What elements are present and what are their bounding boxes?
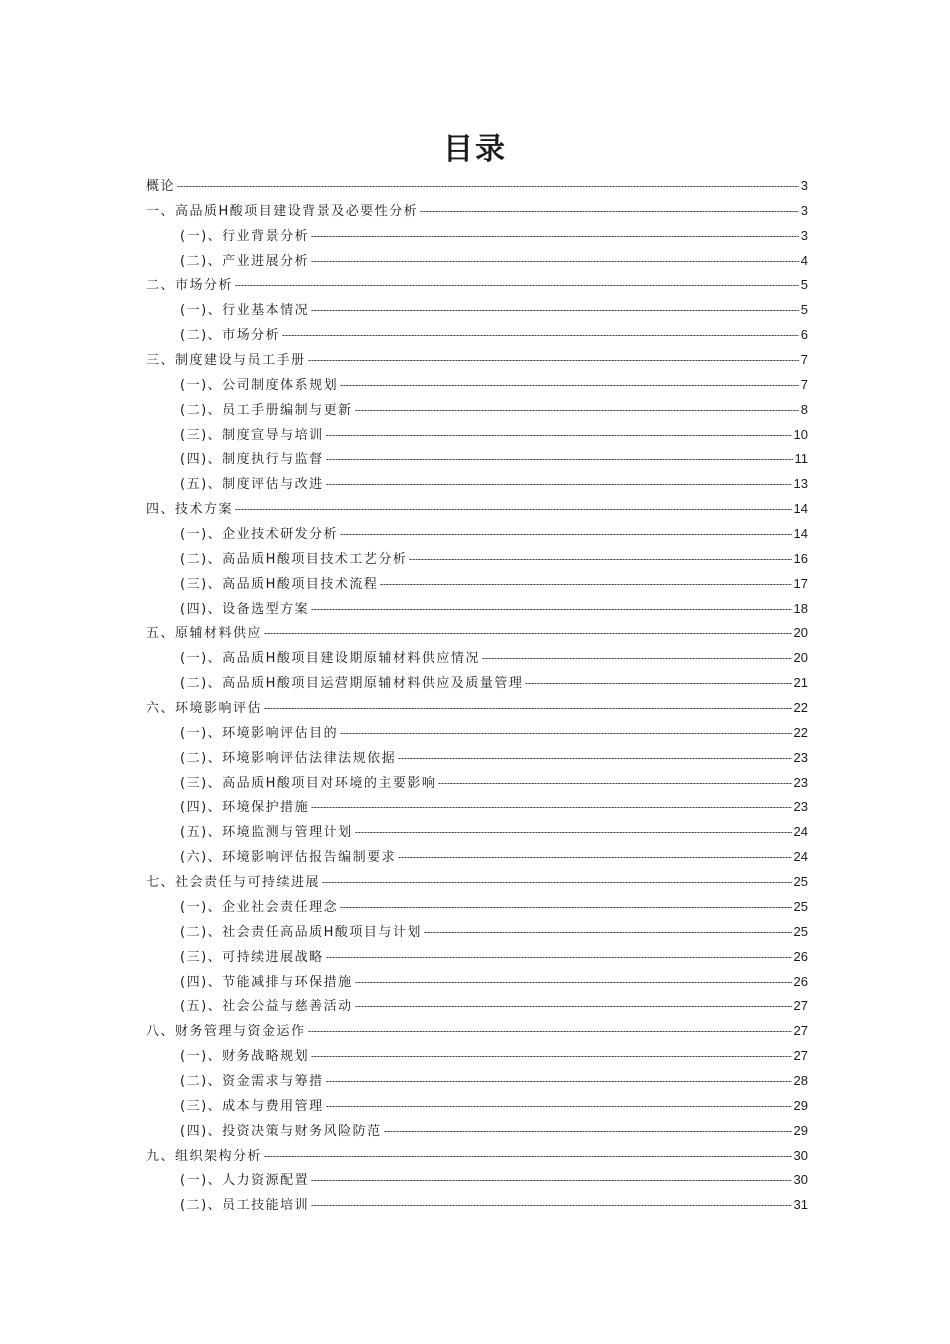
toc-entry[interactable]: [146, 820, 808, 845]
toc-entry-label: (一)、企业技术研发分析: [180, 527, 339, 543]
toc-dot-leader: [326, 484, 792, 485]
toc-entry-label: (四)、节能减排与环保措施: [180, 974, 353, 990]
toc-dot-leader: [326, 1081, 792, 1082]
toc-entry-label: (四)、投资决策与财务风险防范: [180, 1123, 382, 1139]
toc-entry-label: 六、环境影响评估: [146, 701, 263, 717]
toc-entry-label: (二)、员工技能培训: [180, 1198, 310, 1214]
toc-entry-page-number: 4: [800, 252, 808, 268]
toc-entry-label: (四)、设备选型方案: [180, 601, 310, 617]
toc-entry-page-number: 5: [800, 302, 808, 318]
toc-entry-page-number: 21: [793, 675, 808, 691]
toc-entry-label: 五、原辅材料供应: [146, 626, 263, 642]
toc-entry[interactable]: [146, 174, 808, 199]
toc-entry-label: (三)、可持续进展战略: [180, 949, 324, 965]
toc-entry[interactable]: [146, 621, 808, 646]
toc-dot-leader: [322, 882, 792, 883]
toc-dot-leader: [340, 733, 791, 734]
toc-entry-page-number: 26: [793, 973, 808, 989]
toc-dot-leader: [420, 211, 798, 212]
toc-entry-label: (三)、高品质H酸项目技术流程: [180, 576, 379, 592]
toc-dot-leader: [308, 360, 799, 361]
toc-entry-label: 二、市场分析: [146, 278, 234, 294]
toc-entry[interactable]: [146, 646, 808, 671]
toc-entry-page-number: 22: [793, 724, 808, 740]
toc-dot-leader: [264, 1156, 792, 1157]
toc-entry-page-number: 22: [793, 700, 808, 716]
toc-entry[interactable]: [146, 1019, 808, 1044]
toc-entry-page-number: 31: [793, 1197, 808, 1213]
toc-title: 目录: [443, 132, 507, 167]
toc-dot-leader: [282, 335, 799, 336]
toc-entry[interactable]: [146, 895, 808, 920]
toc-entry[interactable]: [146, 398, 808, 423]
toc-entry-label: 三、制度建设与员工手册: [146, 353, 306, 369]
toc-dot-leader: [311, 236, 799, 237]
toc-dot-leader: [235, 509, 792, 510]
toc-entry-page-number: 11: [794, 451, 808, 467]
toc-entry[interactable]: [146, 597, 808, 622]
toc-entry[interactable]: [146, 497, 808, 522]
toc-entry-label: (三)、成本与费用管理: [180, 1098, 324, 1114]
toc-entry-page-number: 14: [793, 501, 808, 517]
toc-entry-page-number: 25: [793, 898, 808, 914]
toc-entry-label: (二)、资金需求与筹措: [180, 1073, 324, 1089]
toc-entry[interactable]: [146, 348, 808, 373]
toc-entry-page-number: 24: [793, 824, 808, 840]
toc-dot-leader: [355, 982, 792, 983]
toc-entry[interactable]: [146, 1193, 808, 1218]
toc-entry-label: 七、社会责任与可持续进展: [146, 875, 321, 891]
toc-entry[interactable]: [146, 298, 808, 323]
toc-entry-page-number: 13: [793, 476, 808, 492]
toc-entry[interactable]: [146, 249, 808, 274]
toc-entry-page-number: 25: [793, 923, 808, 939]
toc-entry[interactable]: [146, 547, 808, 572]
toc-dot-leader: [235, 285, 799, 286]
toc-entry-page-number: 3: [800, 178, 808, 193]
toc-entry[interactable]: [146, 423, 808, 448]
toc-dot-leader: [177, 186, 799, 187]
toc-entry-page-number: 5: [800, 277, 808, 293]
toc-dot-leader: [326, 1106, 792, 1107]
toc-entry-page-number: 23: [793, 749, 808, 765]
toc-entry-label: (一)、公司制度体系规划: [180, 377, 339, 393]
toc-entry-label: (二)、员工手册编制与更新: [180, 402, 353, 418]
toc-entry-label: 一、高品质H酸项目建设背景及必要性分析: [146, 203, 419, 219]
toc-entry-page-number: 3: [800, 202, 808, 218]
toc-entry-label: (一)、高品质H酸项目建设期原辅材料供应情况: [180, 651, 480, 667]
toc-dot-leader: [525, 683, 791, 684]
toc-entry-page-number: 27: [793, 1048, 808, 1064]
toc-entry[interactable]: [146, 522, 808, 547]
toc-dot-leader: [355, 410, 799, 411]
toc-entry-page-number: 23: [793, 774, 808, 790]
toc-entry-label: 八、财务管理与资金运作: [146, 1024, 306, 1040]
toc-entry-page-number: 30: [793, 1147, 808, 1163]
toc-entry-page-number: 26: [793, 948, 808, 964]
toc-entry-label: (二)、高品质H酸项目技术工艺分析: [180, 551, 408, 567]
toc-dot-leader: [355, 832, 792, 833]
toc-entry-page-number: 24: [793, 849, 808, 865]
toc-entry-page-number: 27: [793, 1023, 808, 1039]
toc-entry[interactable]: [146, 224, 808, 249]
toc-entry-page-number: 6: [800, 327, 808, 343]
toc-entry-label: (二)、产业进展分析: [180, 253, 310, 269]
toc-dot-leader: [380, 584, 791, 585]
toc-entry-label: (四)、制度执行与监督: [180, 452, 324, 468]
toc-dot-leader: [355, 1006, 792, 1007]
toc-entry[interactable]: [146, 323, 808, 348]
toc-entry-label: (二)、市场分析: [180, 328, 281, 344]
toc-entry-page-number: 29: [793, 1097, 808, 1113]
toc-entry-page-number: 29: [793, 1122, 808, 1138]
toc-entry-page-number: 3: [800, 227, 808, 243]
toc-entry[interactable]: [146, 771, 808, 796]
toc-dot-leader: [326, 957, 792, 958]
toc-dot-leader: [308, 1031, 792, 1032]
toc-entry[interactable]: [146, 472, 808, 497]
toc-entry-label: (一)、企业社会责任理念: [180, 899, 339, 915]
toc-entry[interactable]: [146, 447, 808, 472]
toc-dot-leader: [311, 609, 791, 610]
toc-entry-label: 概论: [146, 179, 176, 194]
toc-entry[interactable]: [146, 1094, 808, 1119]
toc-dot-leader: [311, 1056, 791, 1057]
toc-entry[interactable]: [146, 1144, 808, 1169]
toc-entry[interactable]: [146, 994, 808, 1019]
toc-entry-page-number: 17: [793, 575, 808, 591]
toc-entry-label: 四、技术方案: [146, 502, 234, 518]
toc-dot-leader: [311, 1180, 791, 1181]
toc-entry-label: 九、组织架构分析: [146, 1148, 263, 1164]
toc-dot-leader: [384, 1131, 792, 1132]
toc-entry[interactable]: [146, 1069, 808, 1094]
toc-entry-label: (二)、社会责任高品质H酸项目与计划: [180, 924, 422, 940]
toc-entry-label: (二)、高品质H酸项目运营期原辅材料供应及质量管理: [180, 676, 524, 692]
toc-entry-page-number: 16: [793, 550, 808, 566]
toc-entry-page-number: 10: [793, 426, 808, 442]
toc-entry-label: (一)、行业基本情况: [180, 303, 310, 319]
toc-entry-page-number: 7: [800, 376, 808, 392]
toc-entry[interactable]: [146, 795, 808, 820]
toc-dot-leader: [264, 633, 792, 634]
toc-entry-label: (五)、社会公益与慈善活动: [180, 999, 353, 1015]
toc-dot-leader: [424, 932, 792, 933]
toc-entry-label: (三)、制度宣导与培训: [180, 427, 324, 443]
toc-entry[interactable]: [146, 845, 808, 870]
toc-dot-leader: [438, 783, 791, 784]
toc-entry-label: (一)、行业背景分析: [180, 228, 310, 244]
toc-entry-page-number: 7: [800, 352, 808, 368]
toc-dot-leader: [340, 907, 791, 908]
toc-entry[interactable]: [146, 273, 808, 298]
toc-entry-label: (一)、环境影响评估目的: [180, 725, 339, 741]
toc-entry[interactable]: [146, 870, 808, 895]
toc-entry-label: (一)、财务战略规划: [180, 1049, 310, 1065]
toc-entry-page-number: 14: [793, 526, 808, 542]
toc-dot-leader: [311, 261, 799, 262]
toc-entry[interactable]: [146, 970, 808, 995]
toc-dot-leader: [398, 758, 791, 759]
toc-entry-page-number: 28: [793, 1072, 808, 1088]
toc-entry[interactable]: [146, 572, 808, 597]
toc-entry-page-number: 18: [793, 600, 808, 616]
toc-dot-leader: [311, 310, 799, 311]
toc-entry-label: (一)、人力资源配置: [180, 1173, 310, 1189]
toc-dot-leader: [340, 385, 799, 386]
toc-entry-page-number: 27: [793, 998, 808, 1014]
toc-entry[interactable]: [146, 721, 808, 746]
toc-dot-leader: [340, 534, 791, 535]
toc-entry-label: (五)、制度评估与改进: [180, 477, 324, 493]
toc-entry[interactable]: [146, 199, 808, 224]
toc-dot-leader: [311, 1205, 791, 1206]
toc-entry[interactable]: [146, 1044, 808, 1069]
toc-entry-page-number: 23: [793, 799, 808, 815]
toc-entry[interactable]: [146, 1119, 808, 1144]
toc-dot-leader: [326, 435, 792, 436]
toc-list: [146, 174, 808, 1218]
toc-entry-page-number: 20: [793, 625, 808, 641]
toc-entry-page-number: 30: [793, 1172, 808, 1188]
toc-entry-label: (三)、高品质H酸项目对环境的主要影响: [180, 775, 437, 791]
toc-dot-leader: [264, 708, 792, 709]
toc-entry[interactable]: [146, 1168, 808, 1193]
toc-dot-leader: [311, 807, 791, 808]
toc-dot-leader: [398, 857, 791, 858]
toc-entry[interactable]: [146, 696, 808, 721]
toc-entry[interactable]: [146, 920, 808, 945]
toc-entry-label: (六)、环境影响评估报告编制要求: [180, 850, 397, 866]
toc-entry[interactable]: [146, 945, 808, 970]
toc-entry-label: (五)、环境监测与管理计划: [180, 825, 353, 841]
toc-dot-leader: [326, 459, 793, 460]
toc-entry-label: (二)、环境影响评估法律法规依据: [180, 750, 397, 766]
toc-entry-page-number: 20: [793, 650, 808, 666]
toc-entry-page-number: 8: [800, 401, 808, 417]
toc-entry[interactable]: [146, 746, 808, 771]
toc-entry-page-number: 25: [793, 874, 808, 890]
toc-dot-leader: [409, 559, 791, 560]
toc-dot-leader: [482, 658, 792, 659]
toc-entry[interactable]: [146, 671, 808, 696]
toc-entry[interactable]: [146, 373, 808, 398]
toc-entry-label: (四)、环境保护措施: [180, 800, 310, 816]
